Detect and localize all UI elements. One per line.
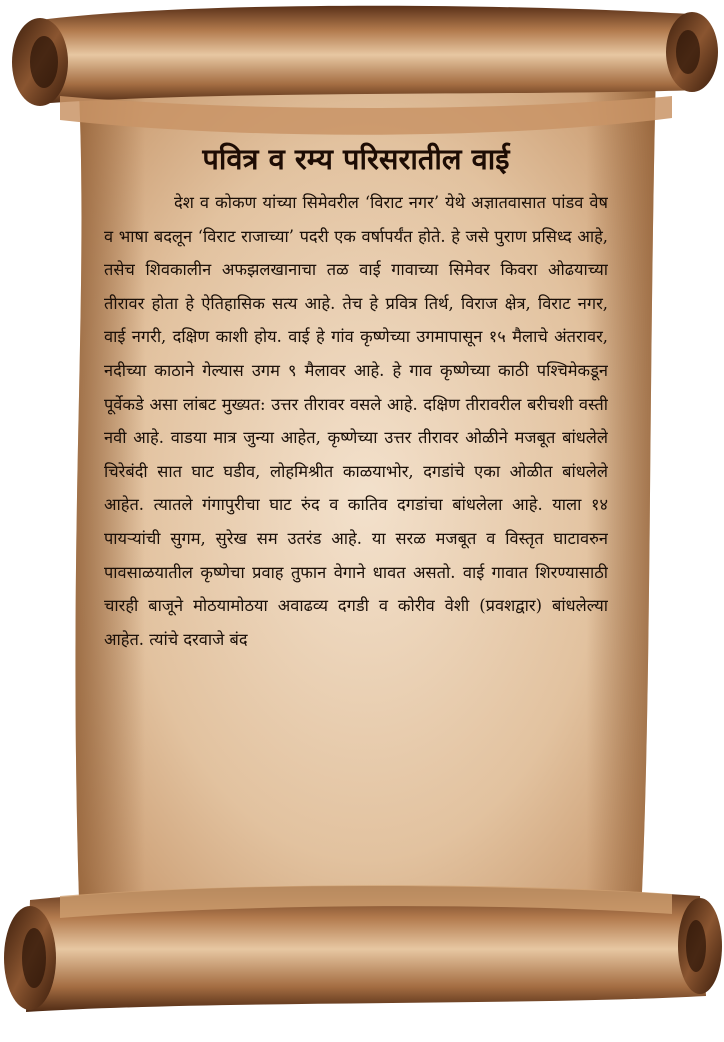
top-scroll-roll	[36, 6, 700, 104]
scroll-text-area	[104, 138, 608, 898]
page-title: पवित्र व रम्य परिसरातील वाई	[202, 142, 510, 176]
body-paragraph: देश व कोकण यांच्या सिमेवरील ‘विराट नगर’ येथे अज्ञातवासात पांडव वेष व भाषा बदलून ‘विराट राजाच्या’ पदरी एक वर्षापर्यंत होते. हे जसे पुराण प्रसिध्द आहे, तसेच शिवकालीन अफझलखानाचा तळ वाई गावाच्या सिमेवर किवरा ओढयाच्या तीरावर होता हे ऐतिहासिक सत्य आहे. तेच हे प्रवित्र तिर्थ, विराज क्षेत्र, विराट नगर, वाई नगरी, दक्षिण काशी होय. वाई हे गांव कृष्णेच्या उगमापासून १५ मैलाचे अंतरावर, नदीच्या काठाने गेल्यास उगम ९ मैलावर आहे. हे गाव कृष्णेच्या काठी पश्चिमेकडून पूर्वेकडे असा लांबट मुख्यत: उत्तर तीरावर वसले आहे. दक्षिण तीरावरील बरीचशी वस्ती नवी आहे. वाडया मात्र जुन्या आहेत, कृष्णेच्या उत्तर तीरावर ओळीने मजबूत बांधलेले चिरेबंदी सात घाट घडीव, लोहमिश्रीत काळयाभोर, दगडांचे एका ओळीत बांधलेले आहेत. त्यातले गंगापुरीचा घाट रुंद व कातिव दगडांचा बांधलेला आहे. याला १४ पायऱ्यांची सुगम, सुरेख सम उतरंड आहे. या सरळ मजबूत व विस्तृत घाटावरुन पावसाळयातील कृष्णेचा प्रवाह तुफान वेगाने धावत असतो. वाई गावात शिरण्यासाठी चारही बाजूने मोठयामोठया अवाढव्य दगडी व कोरीव वेशी (प्रवशद्वार) बांधलेल्या आहेत. त्यांचे दरवाजे बंद	[104, 193, 608, 649]
